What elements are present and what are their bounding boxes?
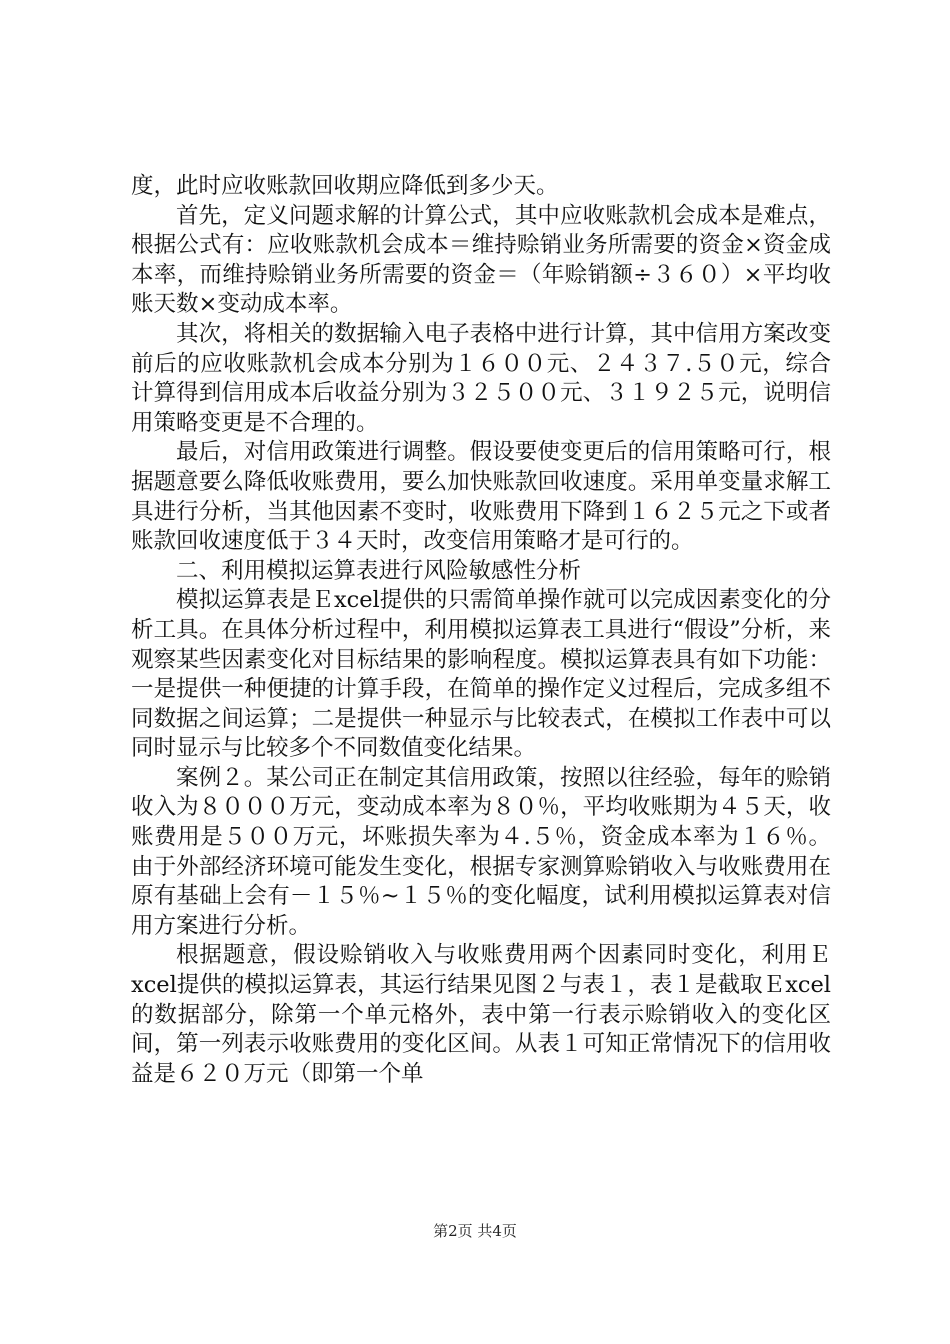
section-heading: 二、利用模拟运算表进行风险敏感性分析	[176, 557, 582, 584]
document-body	[131, 172, 831, 1089]
page-footer: 第2页 共4页	[433, 1222, 517, 1240]
paragraph-policy-adjustment: 最后，对信用政策进行调整。假设要使变更后的信用策略可行，根据题意要么降低收账费用，要么加快账款回收速度。采用单变量求解工具进行分析，当其他因素不变时，收账费用下降到１６２５元之下或者账款回收速度低于３４天时，改变信用策略才是可行的。	[131, 439, 831, 555]
paragraph-calculation-result: 其次，将相关的数据输入电子表格中进行计算，其中信用方案改变前后的应收账款机会成本分别为１６００元、２４３７.５０元，综合计算得到信用成本后收益分别为３２５００元、３１９２５元，说明信用策略变更是不合理的。	[131, 320, 831, 436]
paragraph-formula-definition: 首先，定义问题求解的计算公式，其中应收账款机会成本是难点，根据公式有：应收账款机会成本＝维持赊销业务所需要的资金×资金成本率，而维持赊销业务所需要的资金＝（年赊销额÷３６０）×平均收账天数×变动成本率。	[131, 202, 831, 318]
paragraph-case-2: 案例２。某公司正在制定其信用政策，按照以往经验，每年的赊销收入为８０００万元，变动成本率为８０％，平均收账期为４５天，收账费用是５００万元，坏账损失率为４.５％，资金成本率为１６％。由于外部经济环境可能发生变化，根据专家测算赊销收入与收账费用在原有基础上会有－１５％~１５％的变化幅度，试利用模拟运算表对信用方案进行分析。	[131, 764, 831, 939]
paragraph-analysis: 根据题意，假设赊销收入与收账费用两个因素同时变化，利用Ｅxcel提供的模拟运算表，其运行结果见图２与表１，表１是截取Ｅxcel的数据部分，除第一个单元格外，表中第一行表示赊销收入的变化区间，第一列表示收账费用的变化区间。从表１可知正常情况下的信用收益是６２０万元（即第一个单	[131, 942, 831, 1087]
paragraph-continuation: 度，此时应收账款回收期应降低到多少天。	[131, 173, 559, 199]
paragraph-data-table-intro: 模拟运算表是Ｅxcel提供的只需简单操作就可以完成因素变化的分析工具。在具体分析过程中，利用模拟运算表工具进行“假设”分析，来观察某些因素变化对目标结果的影响程度。模拟运算表具有如下功能：一是提供一种便捷的计算手段，在简单的操作定义过程后，完成多组不同数据之间运算；二是提供一种显示与比较表式，在模拟工作表中可以同时显示与比较多个不同数值变化结果。	[131, 587, 831, 762]
